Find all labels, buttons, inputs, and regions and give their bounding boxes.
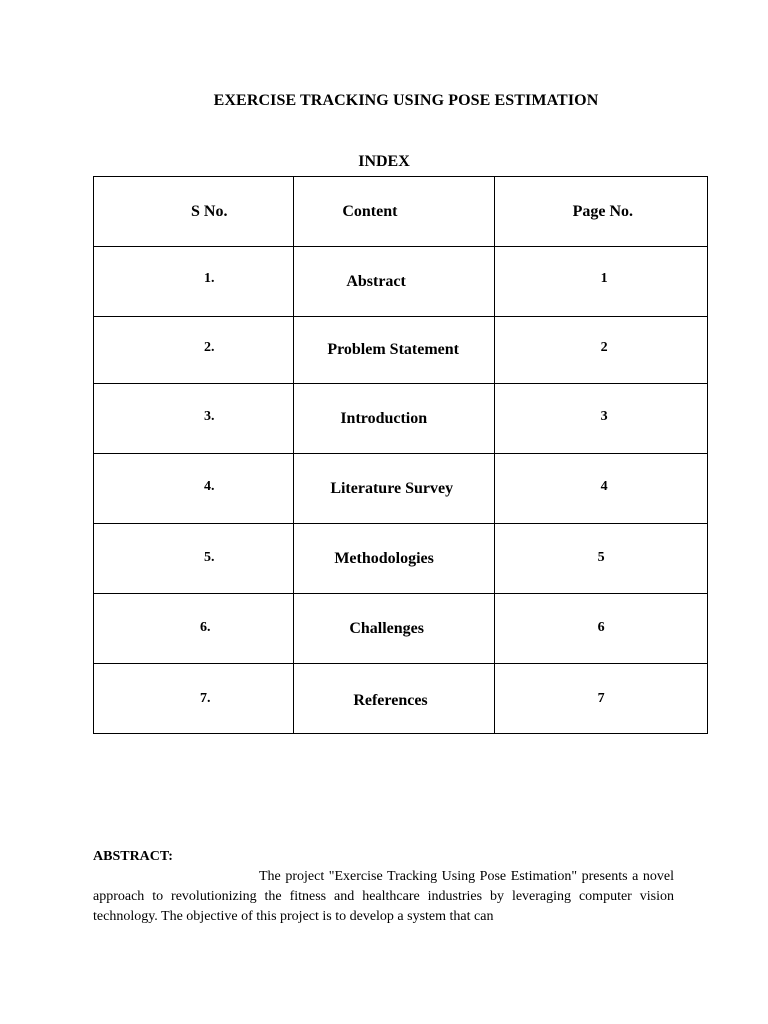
index-table xyxy=(93,176,708,734)
row-page: 2 xyxy=(494,317,707,384)
row-content: Challenges xyxy=(294,594,494,664)
table-row xyxy=(94,524,708,594)
row-page: 5 xyxy=(494,524,707,594)
document-title: EXERCISE TRACKING USING POSE ESTIMATION xyxy=(213,92,599,109)
table-row xyxy=(94,317,708,384)
row-sno: 4. xyxy=(94,454,294,524)
table-row xyxy=(94,247,708,317)
header-content: Content xyxy=(294,177,494,247)
index-heading: INDEX xyxy=(358,153,410,170)
table-header-row xyxy=(94,177,708,247)
row-page: 6 xyxy=(494,594,707,664)
header-page: Page No. xyxy=(494,177,707,247)
abstract-body: The project "Exercise Tracking Using Pose Estimation" presents a novel approach to revolutionizing the fitness and healthcare industries by leveraging computer vision technology. The objective of this project is to develop a system that can xyxy=(93,869,674,924)
row-page: 1 xyxy=(494,247,707,317)
row-content: Methodologies xyxy=(294,524,494,594)
abstract-heading: ABSTRACT: xyxy=(93,849,173,864)
row-sno: 7. xyxy=(94,664,294,734)
table-row xyxy=(94,384,708,454)
row-content: Introduction xyxy=(294,384,494,454)
row-content: References xyxy=(294,664,494,734)
row-sno: 1. xyxy=(94,247,294,317)
row-sno: 5. xyxy=(94,524,294,594)
row-content: Problem Statement xyxy=(294,317,494,384)
row-sno: 3. xyxy=(94,384,294,454)
row-sno: 2. xyxy=(94,317,294,384)
row-sno: 6. xyxy=(94,594,294,664)
row-page: 7 xyxy=(494,664,707,734)
table-row xyxy=(94,664,708,734)
table-row xyxy=(94,594,708,664)
row-page: 4 xyxy=(494,454,707,524)
row-content: Abstract xyxy=(294,247,494,317)
row-content: Literature Survey xyxy=(294,454,494,524)
row-page: 3 xyxy=(494,384,707,454)
header-sno: S No. xyxy=(94,177,294,247)
table-row xyxy=(94,454,708,524)
